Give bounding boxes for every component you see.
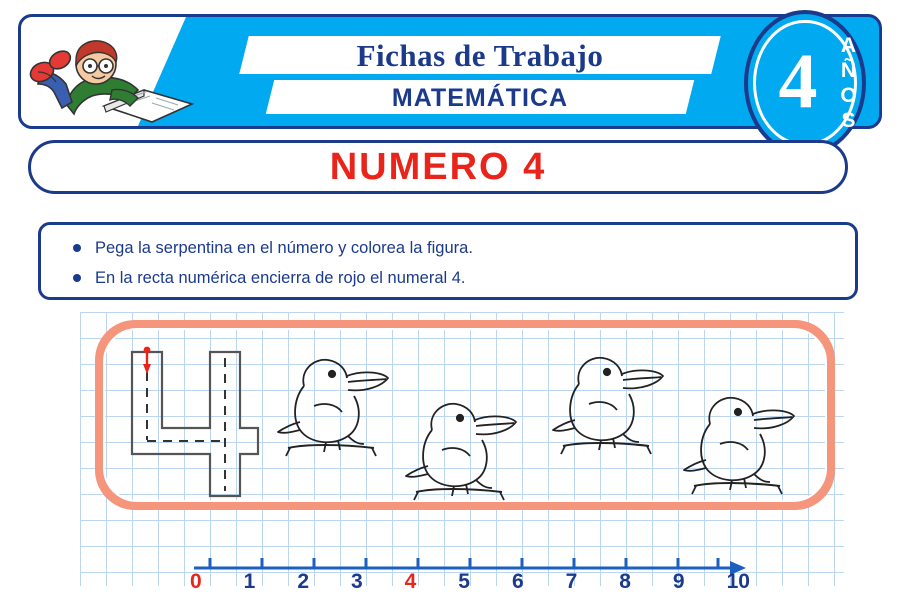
number-line-value[interactable]: 6 bbox=[511, 570, 524, 593]
boy-reading-book-icon bbox=[26, 30, 226, 126]
number-line-value[interactable]: 8 bbox=[619, 570, 631, 593]
number-line-value[interactable]: 10 bbox=[726, 570, 750, 593]
number-line-value[interactable]: 0 bbox=[190, 570, 202, 593]
bullet-icon bbox=[73, 274, 81, 282]
toucan-figure-1[interactable] bbox=[270, 348, 394, 460]
page-title: NUMERO 4 bbox=[329, 145, 547, 188]
worksheet-header bbox=[18, 14, 882, 134]
number-line-value[interactable]: 4 bbox=[404, 570, 417, 593]
instruction-text: Pega la serpentina en el número y colorea la figura. bbox=[95, 239, 473, 257]
instruction-text: En la recta numérica encierra de rojo el numeral 4. bbox=[95, 269, 466, 287]
number-line-value[interactable]: 9 bbox=[672, 570, 685, 593]
toucan-figure-4[interactable] bbox=[676, 386, 800, 498]
worksheet-title-bar bbox=[28, 140, 848, 194]
number-line-value[interactable]: 1 bbox=[243, 570, 256, 593]
number-line-labels bbox=[190, 570, 750, 594]
instruction-item bbox=[67, 235, 855, 261]
header-title-primary: Fichas de Trabajo bbox=[356, 38, 604, 73]
instructions-box bbox=[38, 222, 858, 300]
header-title-subject: MATEMÁTICA bbox=[391, 84, 569, 112]
number-line-value[interactable]: 7 bbox=[565, 570, 578, 593]
bullet-icon bbox=[73, 244, 81, 252]
number-line-value[interactable]: 5 bbox=[458, 570, 470, 593]
traceable-number-4[interactable] bbox=[118, 336, 278, 504]
number-line-value[interactable]: 2 bbox=[297, 570, 309, 593]
number-line-value[interactable]: 3 bbox=[350, 570, 363, 593]
age-badge bbox=[744, 10, 884, 158]
toucan-figure-3[interactable] bbox=[545, 346, 669, 458]
toucan-figure-2[interactable] bbox=[398, 392, 522, 504]
age-badge-label: AÑOS bbox=[837, 34, 860, 134]
instruction-item bbox=[67, 265, 855, 291]
age-badge-number: 4 bbox=[778, 37, 818, 124]
